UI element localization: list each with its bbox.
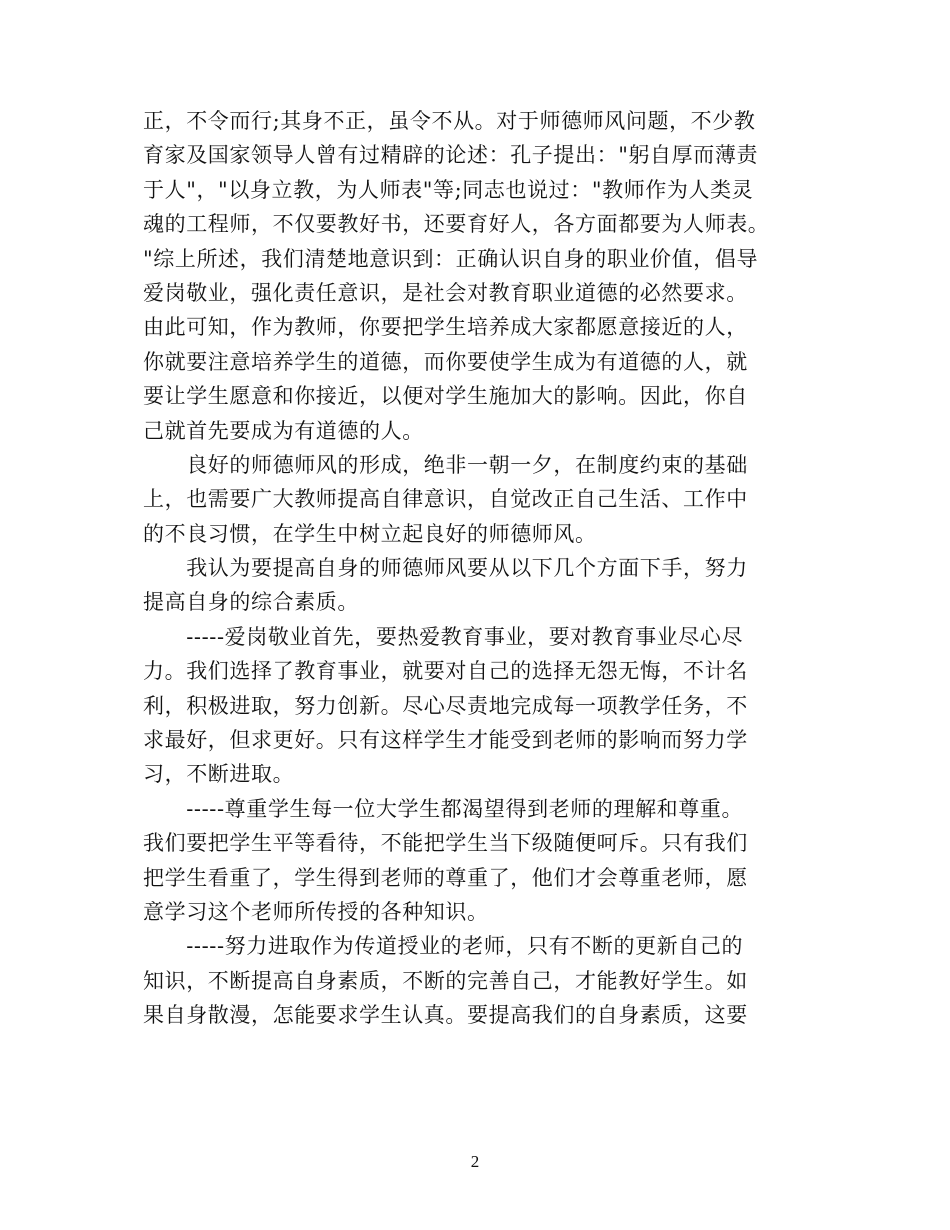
text-line: 知识，不断提高自身素质，不断的完善自己，才能教好学生。如	[143, 968, 748, 993]
text-line: 上，也需要广大教师提高自律意识，自觉改正自己生活、工作中	[143, 487, 748, 512]
text-line: 提高自身的综合素质。	[143, 590, 359, 615]
text-line: 育家及国家领导人曾有过精辟的论述：孔子提出："躬自厚而薄责	[143, 143, 759, 168]
text-line: 我们要把学生平等看待，不能把学生当下级随便呵斥。只有我们	[143, 831, 748, 856]
text-line: -----尊重学生每一位大学生都渴望得到老师的理解和尊重。	[143, 796, 744, 821]
text-line: 我认为要提高自身的师德师风要从以下几个方面下手，努力	[143, 556, 748, 581]
text-line: 魂的工程师，不仅要教好书，还要育好人，各方面都要为人师表。	[143, 212, 770, 237]
text-line: "综上所述，我们清楚地意识到：正确认识自身的职业价值，倡导	[143, 246, 759, 271]
text-line: 己就首先要成为有道德的人。	[143, 418, 424, 443]
text-line: 由此可知，作为教师，你要把学生培养成大家都愿意接近的人，	[143, 315, 748, 340]
text-line: 把学生看重了，学生得到老师的尊重了，他们才会尊重老师，愿	[143, 865, 748, 890]
text-line: 于人"，"以身立教，为人师表"等;同志也说过："教师作为人类灵	[143, 177, 754, 202]
text-line: -----爱岗敬业首先，要热爱教育事业，要对教育事业尽心尽	[143, 624, 744, 649]
text-line: 你就要注意培养学生的道德，而你要使学生成为有道德的人，就	[143, 349, 748, 374]
text-line: 习，不断进取。	[143, 762, 295, 787]
page-body	[143, 104, 843, 1033]
text-line: 求最好，但求更好。只有这样学生才能受到老师的影响而努力学	[143, 728, 748, 753]
text-line: 要让学生愿意和你接近，以便对学生施加大的影响。因此，你自	[143, 384, 748, 409]
text-line: 意学习这个老师所传授的各种知识。	[143, 899, 489, 924]
text-line: 力。我们选择了教育事业，就要对自己的选择无怨无悔，不计名	[143, 659, 748, 684]
text-line: 的不良习惯，在学生中树立起良好的师德师风。	[143, 521, 597, 546]
text-line: 利，积极进取，努力创新。尽心尽责地完成每一项教学任务，不	[143, 693, 748, 718]
text-line: 果自身散漫，怎能要求学生认真。要提高我们的自身素质，这要	[143, 1003, 748, 1028]
text-line: 爱岗敬业，强化责任意识，是社会对教育职业道德的必然要求。	[143, 280, 748, 305]
text-line: -----努力进取作为传道授业的老师，只有不断的更新自己的	[143, 934, 744, 959]
text-line: 正，不令而行;其身不正，虽令不从。对于师德师风问题，不少教	[143, 109, 756, 133]
text-line: 良好的师德师风的形成，绝非一朝一夕，在制度约束的基础	[143, 452, 748, 477]
page-number: 2	[470, 1152, 480, 1171]
